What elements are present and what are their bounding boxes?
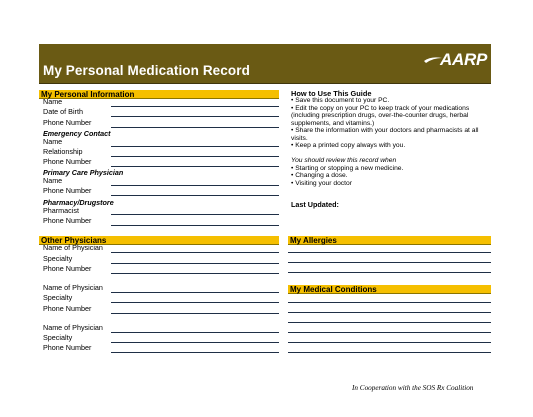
- physician-name-label: Name of Physician: [43, 283, 103, 292]
- emergency-contact-heading: Emergency Contact: [43, 129, 111, 138]
- review-heading: You should review this record when: [291, 157, 397, 164]
- specialty-label: Specialty: [43, 254, 73, 263]
- personal-info-header: My Personal Information: [39, 90, 279, 99]
- guide-line: • Edit the copy on your PC to keep track of your medications: [291, 104, 470, 112]
- last-updated-label: Last Updated:: [291, 200, 339, 209]
- allergy-line[interactable]: [288, 272, 491, 273]
- header-banner: [39, 44, 491, 84]
- page-title: My Personal Medication Record: [43, 63, 250, 78]
- guide-line: visits.: [291, 134, 308, 142]
- condition-line[interactable]: [288, 352, 491, 353]
- condition-line[interactable]: [288, 302, 491, 303]
- specialty-field[interactable]: [111, 302, 279, 303]
- pharmacy-phone-label: Phone Number: [43, 216, 92, 225]
- physician-phone-field[interactable]: [111, 313, 279, 314]
- physician-name-label: Name of Physician: [43, 323, 103, 332]
- logo-text: AARP: [440, 50, 487, 69]
- specialty-field[interactable]: [111, 263, 279, 264]
- guide-line: • Share the information with your doctors and pharmacists at all: [291, 127, 479, 134]
- pharmacist-label: Pharmacist: [43, 206, 79, 215]
- emergency-phone-label: Phone Number: [43, 157, 92, 166]
- emergency-phone-field[interactable]: [111, 166, 279, 167]
- guide-line: • Keep a printed copy always with you.: [291, 142, 406, 149]
- phone-label: Phone Number: [43, 118, 92, 127]
- pharmacy-phone-field[interactable]: [111, 225, 279, 226]
- guide-line: supplements, and vitamins.): [291, 119, 375, 127]
- physician-phone-label: Phone Number: [43, 343, 92, 352]
- condition-line[interactable]: [288, 332, 491, 333]
- conditions-header: My Medical Conditions: [288, 285, 491, 294]
- relationship-label: Relationship: [43, 147, 83, 156]
- physician-name-field[interactable]: [111, 292, 279, 293]
- pcp-name-field[interactable]: [111, 185, 279, 186]
- physician-name-field[interactable]: [111, 252, 279, 253]
- guide-title: How to Use This Guide: [291, 89, 372, 98]
- dob-label: Date of Birth: [43, 107, 83, 116]
- aarp-logo: [423, 52, 487, 68]
- physician-phone-field[interactable]: [111, 273, 279, 274]
- phone-field[interactable]: [111, 127, 279, 128]
- name-field[interactable]: [111, 106, 279, 107]
- specialty-label: Specialty: [43, 293, 73, 302]
- pcp-name-label: Name: [43, 176, 63, 185]
- pharmacy-heading: Pharmacy/Drugstore: [43, 198, 114, 207]
- physician-name-field[interactable]: [111, 332, 279, 333]
- physician-phone-field[interactable]: [111, 352, 279, 353]
- review-line: • Changing a dose.: [291, 172, 348, 179]
- pharmacist-field[interactable]: [111, 214, 279, 215]
- dob-field[interactable]: [111, 116, 279, 117]
- pcp-phone-label: Phone Number: [43, 186, 92, 195]
- review-line: • Visiting your doctor: [291, 179, 352, 187]
- emergency-name-label: Name: [43, 137, 63, 146]
- emergency-name-field[interactable]: [111, 146, 279, 147]
- pcp-heading: Primary Care Physician: [43, 168, 124, 177]
- name-label: Name: [43, 97, 63, 106]
- other-physicians-header: Other Physicians: [39, 236, 279, 245]
- specialty-field[interactable]: [111, 342, 279, 343]
- allergy-line[interactable]: [288, 262, 491, 263]
- condition-line[interactable]: [288, 322, 491, 323]
- review-line: • Starting or stopping a new medicine.: [291, 164, 404, 172]
- guide-line: (including prescription drugs, over-the-counter drugs, herbal: [291, 112, 469, 119]
- physician-phone-label: Phone Number: [43, 304, 92, 313]
- footer-note: In Cooperation with the SOS Rx Coalition: [352, 384, 474, 392]
- relationship-field[interactable]: [111, 156, 279, 157]
- specialty-label: Specialty: [43, 333, 73, 342]
- allergy-line[interactable]: [288, 252, 491, 253]
- pcp-phone-field[interactable]: [111, 195, 279, 196]
- allergies-header: My Allergies: [288, 236, 491, 245]
- guide-line: • Save this document to your PC.: [291, 97, 390, 104]
- condition-line[interactable]: [288, 312, 491, 313]
- physician-name-label: Name of Physician: [43, 243, 103, 252]
- physician-phone-label: Phone Number: [43, 264, 92, 273]
- condition-line[interactable]: [288, 342, 491, 343]
